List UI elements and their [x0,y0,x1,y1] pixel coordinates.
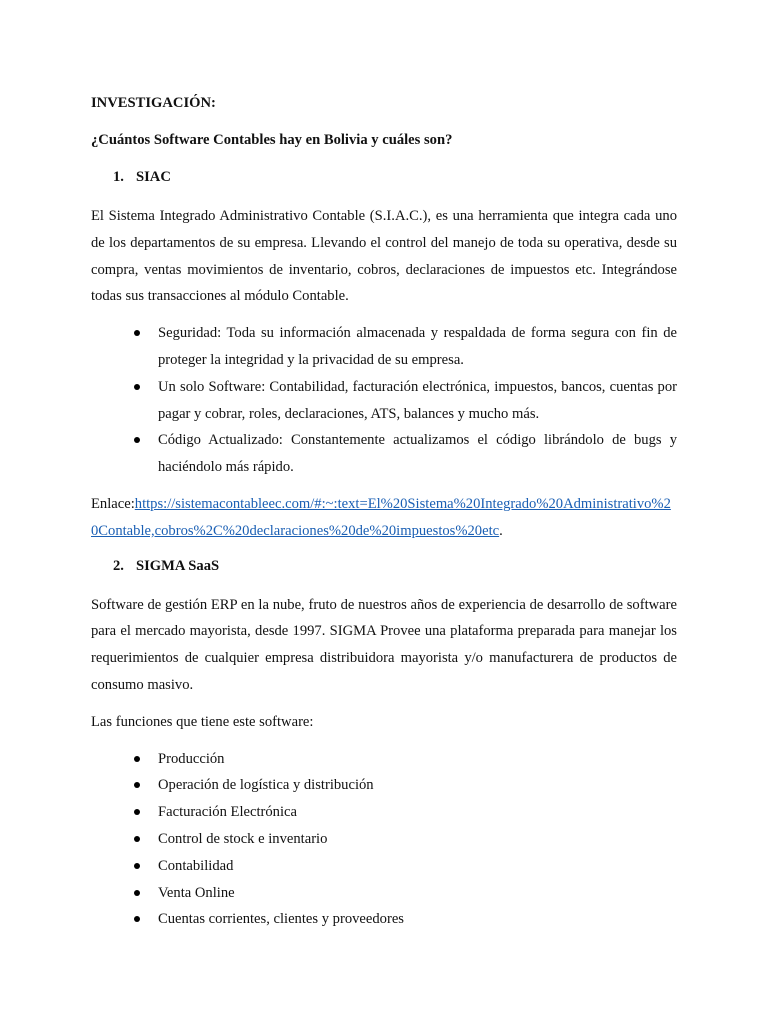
list-item: Control de stock e inventario [91,826,677,853]
list-item: Producción [91,746,677,773]
list-item: Seguridad: Toda su información almacenada y respaldada de forma segura con fin de proteger la integridad y la privacidad de su empresa. [91,320,677,374]
bullet-icon [134,809,140,815]
bullet-icon [134,863,140,869]
list-item: Operación de logística y distribución [91,772,677,799]
bullet-icon [134,756,140,762]
list-item: Facturación Electrónica [91,799,677,826]
functions-list [91,746,677,934]
section-number: 1. [113,169,124,185]
section-title: SIAC [136,169,171,185]
bullet-icon [134,437,140,443]
bullet-icon [134,330,140,336]
document-body [91,92,677,943]
bullet-icon [134,890,140,896]
section-title: SIGMA SaaS [136,557,220,574]
section-number: 2. [113,557,124,574]
list-item: Código Actualizado: Constantemente actualizamos el código librándolo de bugs y haciéndolo más rápido. [91,427,677,481]
section-heading-sigma [91,555,677,577]
bullet-icon [134,836,140,842]
bullet-icon [134,916,140,922]
list-item: Contabilidad [91,853,677,880]
list-item: Venta Online [91,880,677,907]
list-item: Cuentas corrientes, clientes y proveedores [91,906,677,933]
link-suffix: . [499,522,503,539]
feature-list [91,320,677,481]
list-item: Un solo Software: Contabilidad, facturación electrónica, impuestos, bancos, cuentas por pagar y cobrar, roles, declaraciones, ATS, balances y mucho más. [91,374,677,428]
section-heading-siac [91,166,677,188]
source-link[interactable]: https://sistemacontableec.com/#:~:text=El%20Sistema%20Integrado%20Administrativo%20Contable,cobros%2C%20declaraciones%20de%20impuestos%20etc [91,495,671,539]
link-prefix: Enlace: [91,495,135,512]
bullet-icon [134,384,140,390]
section-paragraph: El Sistema Integrado Administrativo Contable (S.I.A.C.), es una herramienta que integra cada uno de los departamentos de su empresa. Llevando el control del manejo de toda su operativa, desde su compra, ventas movimientos de inventario, cobros, declaraciones de impuestos etc. Integrándose todas sus transacciones al módulo Contable. [91,208,677,305]
bullet-icon [134,782,140,788]
document-title: INVESTIGACIÓN: [91,95,216,111]
research-question: ¿Cuántos Software Contables hay en Bolivia y cuáles son? [91,132,453,148]
section-paragraph: Software de gestión ERP en la nube, fruto de nuestros años de experiencia de desarrollo de software para el mercado mayorista, desde 1997. SIGMA Provee una plataforma preparada para manejar los requerimientos de cualquier empresa distribuidora mayorista y/o manufacturera de productos de consumo masivo. [91,596,677,693]
link-paragraph [91,491,677,545]
functions-intro: Las funciones que tiene este software: [91,713,314,730]
